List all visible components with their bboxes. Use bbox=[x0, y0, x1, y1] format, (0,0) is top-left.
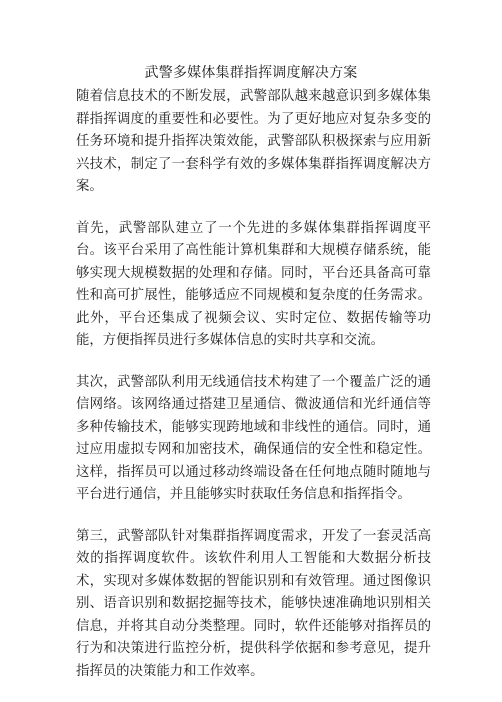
paragraph-second: 其次，武警部队利用无线通信技术构建了一个覆盖广泛的通信网络。该网络通过搭建卫星通信、微波通信和光纤通信等多种传输技术，能够实现跨地域和非线性的通信。同时，通过应用虚拟专网和加密技术，确保通信的安全性和稳定性。这样，指挥员可以通过移动终端设备在任何地点随时随地与平台进行通信，并且能够实时获取任务信息和指挥指令。 bbox=[76, 374, 431, 502]
paragraph-first: 首先，武警部队建立了一个先进的多媒体集群指挥调度平台。该平台采用了高性能计算机集群和大规模存储系统，能够实现大规模数据的处理和存储。同时，平台还具备高可靠性和高可扩展性，能够适应不同规模和复杂度的任务需求。此外，平台还集成了视频会议、实时定位、数据传输等功能，方便指挥员进行多媒体信息的实时共享和交流。 bbox=[76, 220, 431, 348]
paragraph-intro: 随着信息技术的不断发展，武警部队越来越意识到多媒体集群指挥调度的重要性和必要性。为了更好地应对复杂多变的任务环境和提升指挥决策效能，武警部队积极探索与应用新兴技术，制定了一套科学有效的多媒体集群指挥调度解决方案。 bbox=[76, 89, 431, 194]
paragraph-third: 第三，武警部队针对集群指挥调度需求，开发了一套灵活高效的指挥调度软件。该软件利用人工智能和大数据分析技术，实现对多媒体数据的智能识别和有效管理。通过图像识别、语音识别和数据挖掘等技术，能够快速准确地识别相关信息，并将其自动分类整理。同时，软件还能够对指挥员的行为和决策进行监控分析，提供科学依据和参考意见，提升指挥员的决策能力和工作效率。 bbox=[76, 528, 431, 679]
document-title: 武警多媒体集群指挥调度解决方案 bbox=[144, 65, 358, 81]
document-body bbox=[76, 86, 431, 702]
